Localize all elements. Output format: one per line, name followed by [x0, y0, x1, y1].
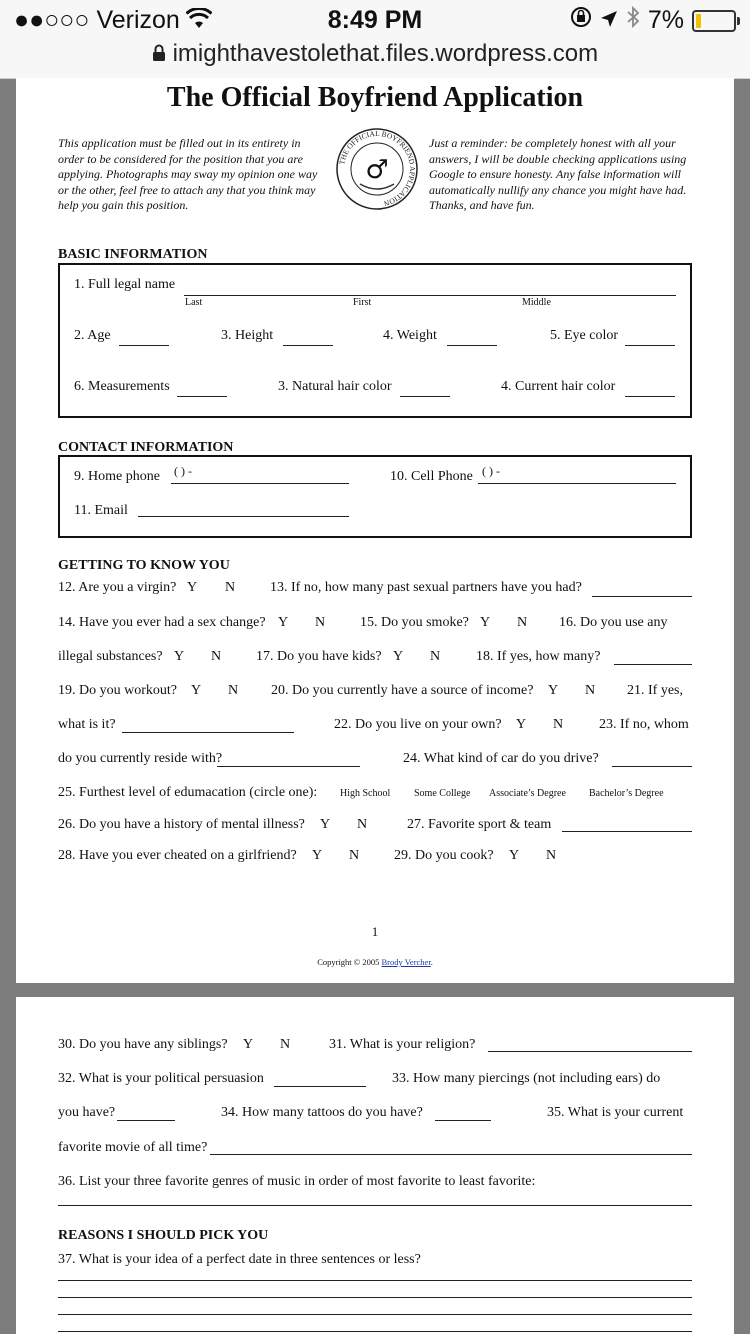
- measurements-field[interactable]: [177, 396, 227, 397]
- q8-label: 4. Current hair color: [501, 379, 616, 394]
- q7-label: 3. Natural hair color: [278, 379, 392, 394]
- q32-label: 32. What is your political persuasion: [58, 1071, 264, 1086]
- q37-line-1[interactable]: [58, 1280, 692, 1281]
- q25-label: 25. Furthest level of edumacation (circle one):: [58, 785, 318, 800]
- q13-field[interactable]: [592, 596, 692, 597]
- q37-label: 37. What is your idea of a perfect date in three sentences or less?: [58, 1252, 421, 1267]
- q32-field[interactable]: [274, 1086, 366, 1087]
- copyright-period: .: [430, 957, 433, 967]
- q23b-label: do you currently reside with?: [58, 751, 223, 766]
- q21-label: 21. If yes,: [627, 683, 683, 698]
- home-phone-mask: ( ) -: [174, 464, 192, 478]
- q27-label: 27. Favorite sport & team: [407, 817, 552, 832]
- contact-info-box: [58, 455, 692, 538]
- q34-field[interactable]: [435, 1120, 491, 1121]
- q28-yes[interactable]: Y: [312, 848, 323, 863]
- edu-high-school[interactable]: High School: [340, 788, 391, 799]
- status-bar: [0, 0, 750, 40]
- clock: 8:49 PM: [327, 6, 423, 34]
- q23-label: 23. If no, whom: [599, 717, 689, 732]
- q35b-label: favorite movie of all time?: [58, 1140, 208, 1155]
- battery-percent: 7%: [647, 6, 684, 34]
- page-number: 1: [371, 924, 379, 939]
- url-bar[interactable]: [0, 40, 750, 79]
- eye-color-field[interactable]: [625, 345, 675, 346]
- getting-heading: GETTING TO KNOW YOU: [58, 558, 230, 573]
- reasons-heading: REASONS I SHOULD PICK YOU: [58, 1228, 269, 1243]
- q21b-label: what is it?: [58, 717, 116, 732]
- cell-phone-field[interactable]: [478, 483, 676, 484]
- q5-label: 5. Eye color: [550, 328, 619, 343]
- q18-field[interactable]: [614, 664, 692, 665]
- q17-no[interactable]: N: [430, 649, 441, 664]
- q12-no[interactable]: N: [225, 580, 236, 595]
- q26-label: 26. Do you have a history of mental illness?: [58, 817, 305, 832]
- q29-yes[interactable]: Y: [509, 848, 520, 863]
- copyright: [16, 957, 734, 967]
- q36-label: 36. List your three favorite genres of music in order of most favorite to least favorite:: [58, 1174, 536, 1189]
- q1-label: 1. Full legal name: [74, 277, 176, 292]
- location-arrow-icon: [600, 6, 618, 35]
- q17-yes[interactable]: Y: [393, 649, 404, 664]
- q2-label: 2. Age: [74, 328, 111, 343]
- lock-icon: [152, 40, 173, 67]
- carrier-label: ●●○○○ Verizon: [14, 6, 180, 34]
- q19-yes[interactable]: Y: [191, 683, 202, 698]
- q24-label: 24. What kind of car do you drive?: [403, 751, 599, 766]
- male-symbol-icon: ♂: [365, 155, 389, 185]
- q31-field[interactable]: [488, 1051, 692, 1052]
- q34-label: 34. How many tattoos do you have?: [221, 1105, 423, 1120]
- q37-line-4[interactable]: [58, 1331, 692, 1332]
- q35-label: 35. What is your current: [547, 1105, 684, 1120]
- height-field[interactable]: [283, 345, 333, 346]
- q24-field[interactable]: [612, 766, 692, 767]
- q22-yes[interactable]: Y: [516, 717, 527, 732]
- q3-label: 3. Height: [221, 328, 274, 343]
- q6-label: 6. Measurements: [74, 379, 170, 394]
- q36-field[interactable]: [58, 1205, 692, 1206]
- q14-label: 14. Have you ever had a sex change?: [58, 615, 266, 630]
- q23-field[interactable]: [217, 766, 360, 767]
- status-right: [570, 6, 736, 35]
- q26-yes[interactable]: Y: [320, 817, 331, 832]
- url-row[interactable]: [0, 40, 750, 68]
- q16b-label: illegal substances?: [58, 649, 163, 664]
- q30-no[interactable]: N: [280, 1037, 291, 1052]
- q14-no[interactable]: N: [315, 615, 326, 630]
- q17-label: 17. Do you have kids?: [256, 649, 382, 664]
- url-text[interactable]: imighthavestolethat.files.wordpress.com: [172, 40, 599, 67]
- document-page-2: [16, 997, 734, 1334]
- edu-bachelors[interactable]: Bachelor’s Degree: [589, 788, 664, 799]
- q29-no[interactable]: N: [546, 848, 557, 863]
- q15-label: 15. Do you smoke?: [360, 615, 469, 630]
- q20-yes[interactable]: Y: [548, 683, 559, 698]
- first-name-label: First: [353, 297, 372, 308]
- q4-label: 4. Weight: [383, 328, 437, 343]
- battery-icon: [692, 10, 736, 32]
- q21-field[interactable]: [122, 732, 294, 733]
- q35-field[interactable]: [210, 1154, 692, 1155]
- q16-yes[interactable]: Y: [174, 649, 185, 664]
- q20-label: 20. Do you currently have a source of income?: [271, 683, 534, 698]
- seal-ring-text: THE OFFICIAL BOYFRIEND APPLICATION: [337, 128, 418, 209]
- basic-info-heading: BASIC INFORMATION: [58, 247, 208, 262]
- full-name-field[interactable]: [184, 295, 676, 296]
- official-seal: [334, 126, 420, 217]
- edu-associates[interactable]: Associate’s Degree: [489, 788, 566, 799]
- last-name-label: Last: [185, 297, 203, 308]
- q16-label: 16. Do you use any: [559, 615, 668, 630]
- q12-yes[interactable]: Y: [187, 580, 198, 595]
- orientation-lock-icon: [570, 6, 592, 35]
- page-title: The Official Boyfriend Application: [166, 82, 584, 113]
- intro-left: This application must be filled out in its entirety in order to be considered for the position that you are applying. Photographs may sway my opinion one way or the other, feel free to attach any that you think may help you gain this position.: [58, 136, 318, 212]
- q31-label: 31. What is your religion?: [329, 1037, 476, 1052]
- current-hair-field[interactable]: [625, 396, 675, 397]
- natural-hair-field[interactable]: [400, 396, 450, 397]
- q14-yes[interactable]: Y: [278, 615, 289, 630]
- q33-label: 33. How many piercings (not including ears) do: [392, 1071, 661, 1086]
- q28-no[interactable]: N: [349, 848, 360, 863]
- q33-field[interactable]: [117, 1120, 175, 1121]
- q11-label: 11. Email: [74, 503, 128, 518]
- q22-no[interactable]: N: [553, 717, 564, 732]
- q29-label: 29. Do you cook?: [394, 848, 494, 863]
- intro-right: Just a reminder: be completely honest with all your answers, I will be double checking applications using Google to ensure honesty. Any false information will automatically nullify any chance you might have had. Thanks, and have fun.: [429, 136, 687, 212]
- email-field[interactable]: [138, 516, 349, 517]
- q30-label: 30. Do you have any siblings?: [58, 1037, 228, 1052]
- q16-no[interactable]: N: [211, 649, 222, 664]
- q37-line-3[interactable]: [58, 1314, 692, 1315]
- document-page-1: [16, 78, 734, 983]
- weight-field[interactable]: [447, 345, 497, 346]
- q15-no[interactable]: N: [517, 615, 528, 630]
- middle-name-label: Middle: [522, 297, 551, 308]
- age-field[interactable]: [119, 345, 169, 346]
- q30-yes[interactable]: Y: [243, 1037, 254, 1052]
- q22-label: 22. Do you live on your own?: [334, 717, 502, 732]
- q13-label: 13. If no, how many past sexual partners have you had?: [270, 580, 582, 595]
- q12-label: 12. Are you a virgin?: [58, 580, 177, 595]
- q33b-label: you have?: [58, 1105, 116, 1120]
- bluetooth-icon: [626, 6, 640, 35]
- q26-no[interactable]: N: [357, 817, 368, 832]
- q15-yes[interactable]: Y: [480, 615, 491, 630]
- contact-info-heading: CONTACT INFORMATION: [58, 440, 234, 455]
- cell-phone-mask: ( ) -: [482, 464, 500, 478]
- home-phone-field[interactable]: [171, 483, 349, 484]
- edu-some-college[interactable]: Some College: [414, 788, 471, 799]
- author-link[interactable]: Brody Vercher: [381, 957, 431, 967]
- q19-no[interactable]: N: [228, 683, 239, 698]
- q18-label: 18. If yes, how many?: [476, 649, 601, 664]
- q37-line-2[interactable]: [58, 1297, 692, 1298]
- copyright-text: Copyright © 2005: [317, 957, 382, 967]
- q10-label: 10. Cell Phone: [390, 469, 473, 484]
- q19-label: 19. Do you workout?: [58, 683, 177, 698]
- q28-label: 28. Have you ever cheated on a girlfriend?: [58, 848, 297, 863]
- q20-no[interactable]: N: [585, 683, 596, 698]
- q27-field[interactable]: [562, 831, 692, 832]
- q9-label: 9. Home phone: [74, 469, 160, 484]
